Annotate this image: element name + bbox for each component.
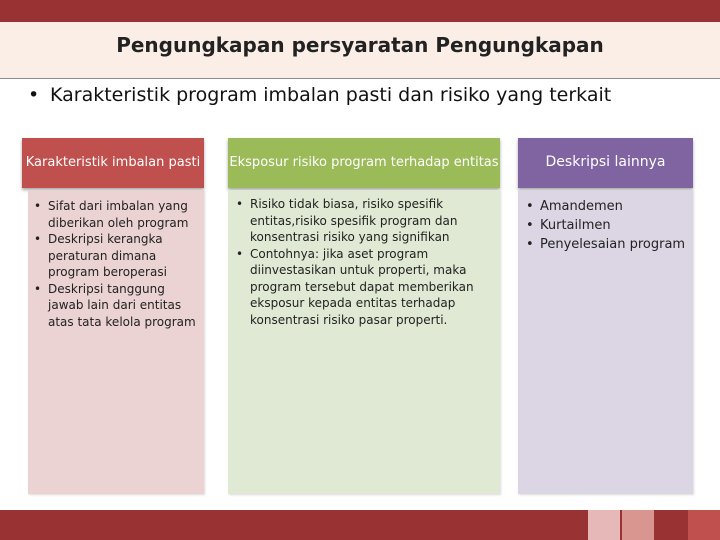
top-accent-bar — [0, 0, 720, 22]
main-bullet — [28, 84, 611, 106]
column-other-descriptions-body — [518, 190, 693, 494]
list-item: • Risiko tidak biasa, risiko spesifik entitas,risiko spesifik program dan konsentrasi risiko yang signifikan — [236, 196, 494, 246]
list-item: • Kurtailmen — [526, 217, 687, 236]
footer-square — [588, 510, 620, 540]
bullet-dot: • — [28, 84, 40, 106]
column-characteristics-body — [28, 190, 204, 494]
column-other-descriptions-heading: Deskripsi lainnya — [518, 138, 693, 188]
column-risk-exposure-body — [228, 190, 500, 494]
list-item: • Penyelesaian program — [526, 236, 687, 255]
list-item: • Deskripsi tanggung jawab lain dari entitas atas tata kelola program — [34, 281, 196, 331]
column-characteristics-heading: Karakteristik imbalan pasti — [22, 138, 204, 188]
footer-square — [688, 510, 720, 540]
list-item: • Contohnya: jika aset program diinvestasikan untuk properti, maka program tersebut dapat memberikan eksposur kepada entitas terhadap konsentrasi risiko pasar properti. — [236, 246, 494, 329]
title-band — [0, 22, 720, 79]
footer-square — [622, 510, 654, 540]
main-bullet-text: Karakteristik program imbalan pasti dan risiko yang terkait — [50, 84, 612, 106]
list-item: • Sifat dari imbalan yang diberikan oleh program — [34, 198, 196, 231]
list-item: • Amandemen — [526, 198, 687, 217]
footer-square — [656, 510, 688, 540]
slide-title: Pengungkapan persyaratan Pengungkapan — [116, 33, 604, 57]
column-risk-exposure-heading: Eksposur risiko program terhadap entitas — [228, 138, 500, 188]
list-item: • Deskripsi kerangka peraturan dimana program beroperasi — [34, 231, 196, 281]
